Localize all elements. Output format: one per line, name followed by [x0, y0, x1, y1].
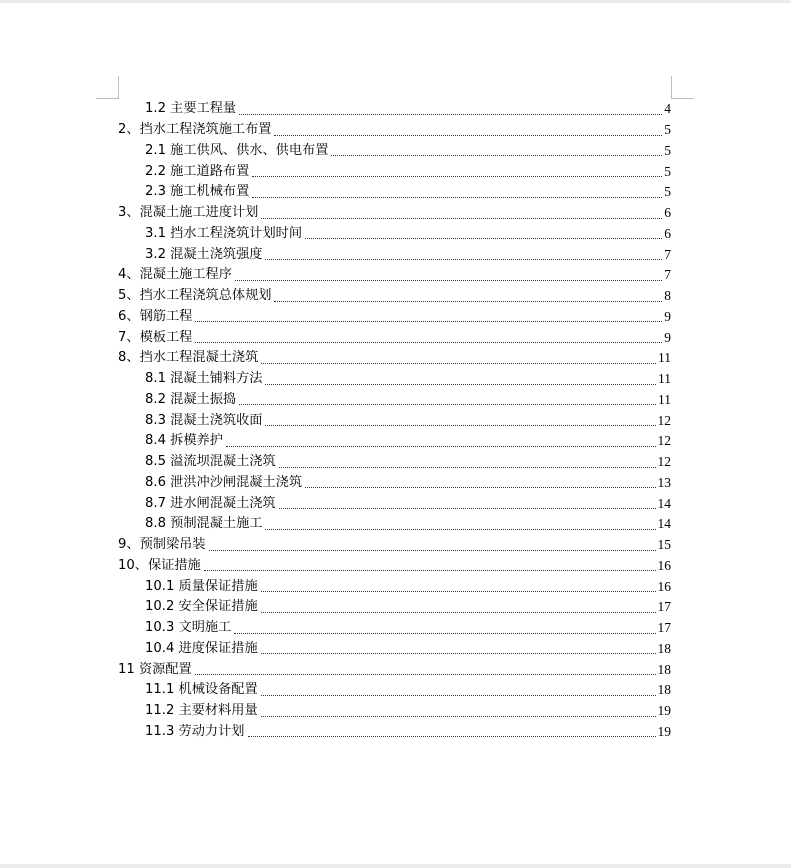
toc-dot-leader: [261, 716, 656, 717]
table-of-contents: [118, 99, 671, 742]
toc-dot-leader: [195, 342, 662, 343]
toc-entry-title: 2.3 施工机械布置: [145, 184, 250, 200]
toc-entry[interactable]: [118, 348, 671, 369]
toc-entry-title: 11.3 劳动力计划: [145, 723, 245, 739]
toc-dot-leader: [209, 550, 656, 551]
toc-entry[interactable]: [118, 680, 671, 701]
toc-entry-page-number: 11: [658, 371, 671, 387]
toc-entry-page-number: 5: [664, 122, 671, 138]
toc-entry[interactable]: [118, 224, 671, 245]
toc-entry-title: 9、预制梁吊装: [118, 537, 206, 553]
toc-dot-leader: [265, 384, 656, 385]
toc-entry-page-number: 16: [657, 557, 671, 573]
toc-entry[interactable]: [118, 556, 671, 577]
toc-entry-title: 2.1 施工供风、供水、供电布置: [145, 142, 329, 158]
toc-dot-leader: [261, 695, 656, 696]
toc-entry-page-number: 15: [657, 537, 671, 553]
toc-entry[interactable]: [118, 493, 671, 514]
toc-dot-leader: [261, 653, 656, 654]
toc-dot-leader: [279, 508, 656, 509]
toc-entry[interactable]: [118, 99, 671, 120]
toc-entry-page-number: 18: [657, 661, 671, 677]
top-border: [0, 0, 791, 3]
toc-entry-title: 10.2 安全保证措施: [145, 599, 258, 615]
toc-entry-page-number: 11: [658, 391, 671, 407]
toc-entry-page-number: 4: [664, 101, 671, 117]
toc-entry-title: 10.1 质量保证措施: [145, 578, 258, 594]
toc-entry-title: 3.1 挡水工程浇筑计划时间: [145, 225, 303, 241]
crop-mark-top-right-horizontal: [671, 98, 694, 99]
toc-dot-leader: [226, 446, 656, 447]
toc-dot-leader: [265, 259, 662, 260]
toc-dot-leader: [239, 114, 662, 115]
toc-dot-leader: [248, 736, 656, 737]
toc-entry-title: 11.2 主要材料用量: [145, 703, 258, 719]
toc-entry-page-number: 18: [657, 682, 671, 698]
toc-entry-title: 8.5 溢流坝混凝土浇筑: [145, 454, 276, 470]
toc-entry-title: 2、挡水工程浇筑施工布置: [118, 122, 272, 138]
toc-entry-page-number: 11: [658, 350, 671, 366]
toc-entry[interactable]: [118, 141, 671, 162]
toc-entry-page-number: 12: [657, 412, 671, 428]
toc-entry-title: 3、混凝土施工进度计划: [118, 205, 259, 221]
toc-entry[interactable]: [118, 431, 671, 452]
toc-entry[interactable]: [118, 659, 671, 680]
toc-dot-leader: [252, 197, 662, 198]
toc-dot-leader: [195, 674, 656, 675]
toc-entry[interactable]: [118, 369, 671, 390]
crop-mark-top-left-vertical: [118, 76, 119, 98]
toc-entry[interactable]: [118, 473, 671, 494]
toc-entry-title: 10.3 文明施工: [145, 620, 232, 636]
toc-entry-page-number: 5: [664, 142, 671, 158]
toc-entry[interactable]: [118, 265, 671, 286]
toc-entry-title: 8.2 混凝土振捣: [145, 391, 237, 407]
toc-entry-page-number: 5: [664, 184, 671, 200]
toc-entry-page-number: 18: [657, 640, 671, 656]
toc-dot-leader: [265, 529, 655, 530]
toc-dot-leader: [235, 280, 662, 281]
toc-entry[interactable]: [118, 452, 671, 473]
toc-entry[interactable]: [118, 182, 671, 203]
toc-entry-title: 8.6 泄洪冲沙闸混凝土浇筑: [145, 474, 303, 490]
toc-dot-leader: [274, 301, 662, 302]
toc-entry-page-number: 13: [657, 474, 671, 490]
toc-entry-title: 8.3 混凝土浇筑收面: [145, 412, 263, 428]
toc-entry-page-number: 9: [664, 308, 671, 324]
toc-entry-page-number: 12: [657, 433, 671, 449]
toc-dot-leader: [274, 135, 662, 136]
toc-entry-page-number: 19: [657, 723, 671, 739]
toc-dot-leader: [195, 321, 662, 322]
toc-entry-title: 4、混凝土施工程序: [118, 267, 232, 283]
toc-entry[interactable]: [118, 120, 671, 141]
toc-entry[interactable]: [118, 161, 671, 182]
toc-entry-page-number: 17: [657, 599, 671, 615]
toc-entry-title: 8.1 混凝土铺料方法: [145, 371, 263, 387]
toc-entry[interactable]: [118, 618, 671, 639]
toc-entry-title: 10.4 进度保证措施: [145, 640, 258, 656]
toc-entry[interactable]: [118, 576, 671, 597]
toc-entry-title: 8、挡水工程混凝土浇筑: [118, 350, 259, 366]
toc-entry[interactable]: [118, 722, 671, 743]
toc-dot-leader: [261, 612, 656, 613]
toc-entry[interactable]: [118, 514, 671, 535]
toc-entry-page-number: 8: [664, 288, 671, 304]
toc-dot-leader: [252, 176, 662, 177]
toc-entry[interactable]: [118, 410, 671, 431]
toc-entry[interactable]: [118, 203, 671, 224]
toc-entry-page-number: 9: [664, 329, 671, 345]
toc-entry[interactable]: [118, 286, 671, 307]
toc-dot-leader: [305, 487, 655, 488]
toc-dot-leader: [265, 425, 655, 426]
toc-entry-title: 8.7 进水闸混凝土浇筑: [145, 495, 276, 511]
toc-dot-leader: [331, 155, 662, 156]
toc-dot-leader: [305, 238, 662, 239]
toc-entry-title: 7、模板工程: [118, 329, 193, 345]
toc-entry[interactable]: [118, 307, 671, 328]
toc-entry-page-number: 14: [657, 516, 671, 532]
toc-entry-page-number: 14: [657, 495, 671, 511]
crop-mark-top-right-vertical: [671, 76, 672, 98]
toc-dot-leader: [239, 404, 656, 405]
toc-dot-leader: [279, 467, 656, 468]
crop-mark-top-left-horizontal: [96, 98, 119, 99]
toc-entry-title: 6、钢筋工程: [118, 308, 193, 324]
toc-entry-title: 2.2 施工道路布置: [145, 163, 250, 179]
toc-dot-leader: [234, 633, 655, 634]
toc-entry-page-number: 6: [664, 225, 671, 241]
toc-entry[interactable]: [118, 701, 671, 722]
toc-entry[interactable]: [118, 244, 671, 265]
toc-entry[interactable]: [118, 597, 671, 618]
toc-entry-title: 11 资源配置: [118, 661, 192, 677]
toc-dot-leader: [204, 570, 656, 571]
toc-entry[interactable]: [118, 535, 671, 556]
bottom-border: [0, 864, 791, 868]
toc-entry-title: 5、挡水工程浇筑总体规划: [118, 288, 272, 304]
toc-entry-title: 3.2 混凝土浇筑强度: [145, 246, 263, 262]
toc-entry-page-number: 6: [664, 205, 671, 221]
toc-entry-page-number: 7: [664, 267, 671, 283]
toc-entry-page-number: 16: [657, 578, 671, 594]
toc-entry-title: 8.8 预制混凝土施工: [145, 516, 263, 532]
toc-dot-leader: [261, 218, 662, 219]
toc-entry-page-number: 5: [664, 163, 671, 179]
toc-entry[interactable]: [118, 639, 671, 660]
toc-dot-leader: [261, 591, 656, 592]
toc-dot-leader: [261, 363, 656, 364]
toc-entry-page-number: 17: [657, 620, 671, 636]
toc-entry-title: 10、保证措施: [118, 557, 201, 573]
toc-entry-title: 1.2 主要工程量: [145, 101, 237, 117]
toc-entry[interactable]: [118, 327, 671, 348]
toc-entry-page-number: 19: [657, 703, 671, 719]
toc-entry-title: 11.1 机械设备配置: [145, 682, 258, 698]
toc-entry-page-number: 12: [657, 454, 671, 470]
toc-entry-page-number: 7: [664, 246, 671, 262]
toc-entry[interactable]: [118, 390, 671, 411]
toc-entry-title: 8.4 拆模养护: [145, 433, 223, 449]
